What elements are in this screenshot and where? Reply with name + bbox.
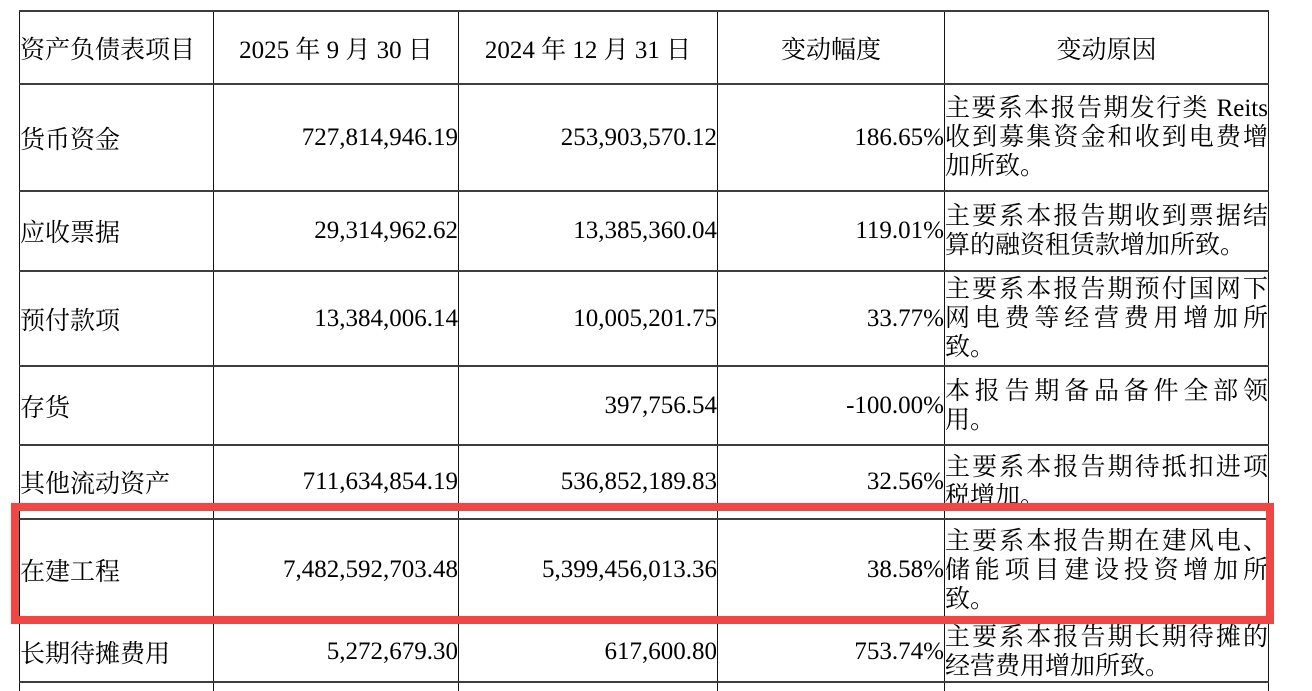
cell-change: 186.65% xyxy=(718,84,945,191)
header-item: 资产负债表项目 xyxy=(20,11,214,84)
cell-current: 7,482,592,703.48 xyxy=(214,519,459,621)
cell-reason: 主要系本报告期发行类 Reits 收到募集资金和收到电费增加所致。 xyxy=(945,84,1269,191)
table-row-partial xyxy=(20,682,1269,691)
cell-current: 711,634,854.19 xyxy=(214,445,459,519)
cell-reason: 本报告期备品备件全部领用。 xyxy=(945,366,1269,445)
table-row-other-current-assets xyxy=(20,445,1269,519)
cell-change: 33.77% xyxy=(718,271,945,366)
cell-empty xyxy=(459,682,718,691)
cell-previous: 5,399,456,013.36 xyxy=(459,519,718,621)
cell-item: 应收票据 xyxy=(20,191,214,271)
header-row xyxy=(20,11,1269,84)
cell-change: 753.74% xyxy=(718,621,945,682)
cell-item: 存货 xyxy=(20,366,214,445)
header-reason: 变动原因 xyxy=(945,11,1269,84)
cell-previous: 10,005,201.75 xyxy=(459,271,718,366)
cell-item: 预付款项 xyxy=(20,271,214,366)
cell-previous: 253,903,570.12 xyxy=(459,84,718,191)
cell-change: 32.56% xyxy=(718,445,945,519)
table-row-long-term-deferred-expenses xyxy=(20,621,1269,682)
cell-change: 38.58% xyxy=(718,519,945,621)
cell-change: 119.01% xyxy=(718,191,945,271)
table-row-construction-in-progress xyxy=(20,519,1269,621)
cell-empty xyxy=(20,682,214,691)
table-row-inventory xyxy=(20,366,1269,445)
cell-reason: 主要系本报告期长期待摊的经营费用增加所致。 xyxy=(945,621,1269,682)
header-change: 变动幅度 xyxy=(718,11,945,84)
cell-previous: 617,600.80 xyxy=(459,621,718,682)
cell-item: 在建工程 xyxy=(20,519,214,621)
cell-item: 长期待摊费用 xyxy=(20,621,214,682)
cell-reason: 主要系本报告期待抵扣进项税增加。 xyxy=(945,445,1269,519)
cell-reason: 主要系本报告期在建风电、储能项目建设投资增加所致。 xyxy=(945,519,1269,621)
table-row-prepayments xyxy=(20,271,1269,366)
table-row-notes-receivable xyxy=(20,191,1269,271)
cell-empty xyxy=(214,682,459,691)
cell-reason: 主要系本报告期预付国网下网电费等经营费用增加所致。 xyxy=(945,271,1269,366)
header-previous-date: 2024 年 12 月 31 日 xyxy=(459,11,718,84)
cell-current: 29,314,962.62 xyxy=(214,191,459,271)
cell-current: 727,814,946.19 xyxy=(214,84,459,191)
cell-empty xyxy=(718,682,945,691)
cell-item: 其他流动资产 xyxy=(20,445,214,519)
cell-previous: 397,756.54 xyxy=(459,366,718,445)
cell-current xyxy=(214,366,459,445)
cell-empty xyxy=(945,682,1269,691)
cell-item: 货币资金 xyxy=(20,84,214,191)
cell-previous: 13,385,360.04 xyxy=(459,191,718,271)
table-row-cash xyxy=(20,84,1269,191)
cell-previous: 536,852,189.83 xyxy=(459,445,718,519)
balance-sheet-changes-table xyxy=(19,10,1269,691)
cell-reason: 主要系本报告期收到票据结算的融资租赁款增加所致。 xyxy=(945,191,1269,271)
header-current-date: 2025 年 9 月 30 日 xyxy=(214,11,459,84)
cell-current: 5,272,679.30 xyxy=(214,621,459,682)
cell-change: -100.00% xyxy=(718,366,945,445)
cell-current: 13,384,006.14 xyxy=(214,271,459,366)
